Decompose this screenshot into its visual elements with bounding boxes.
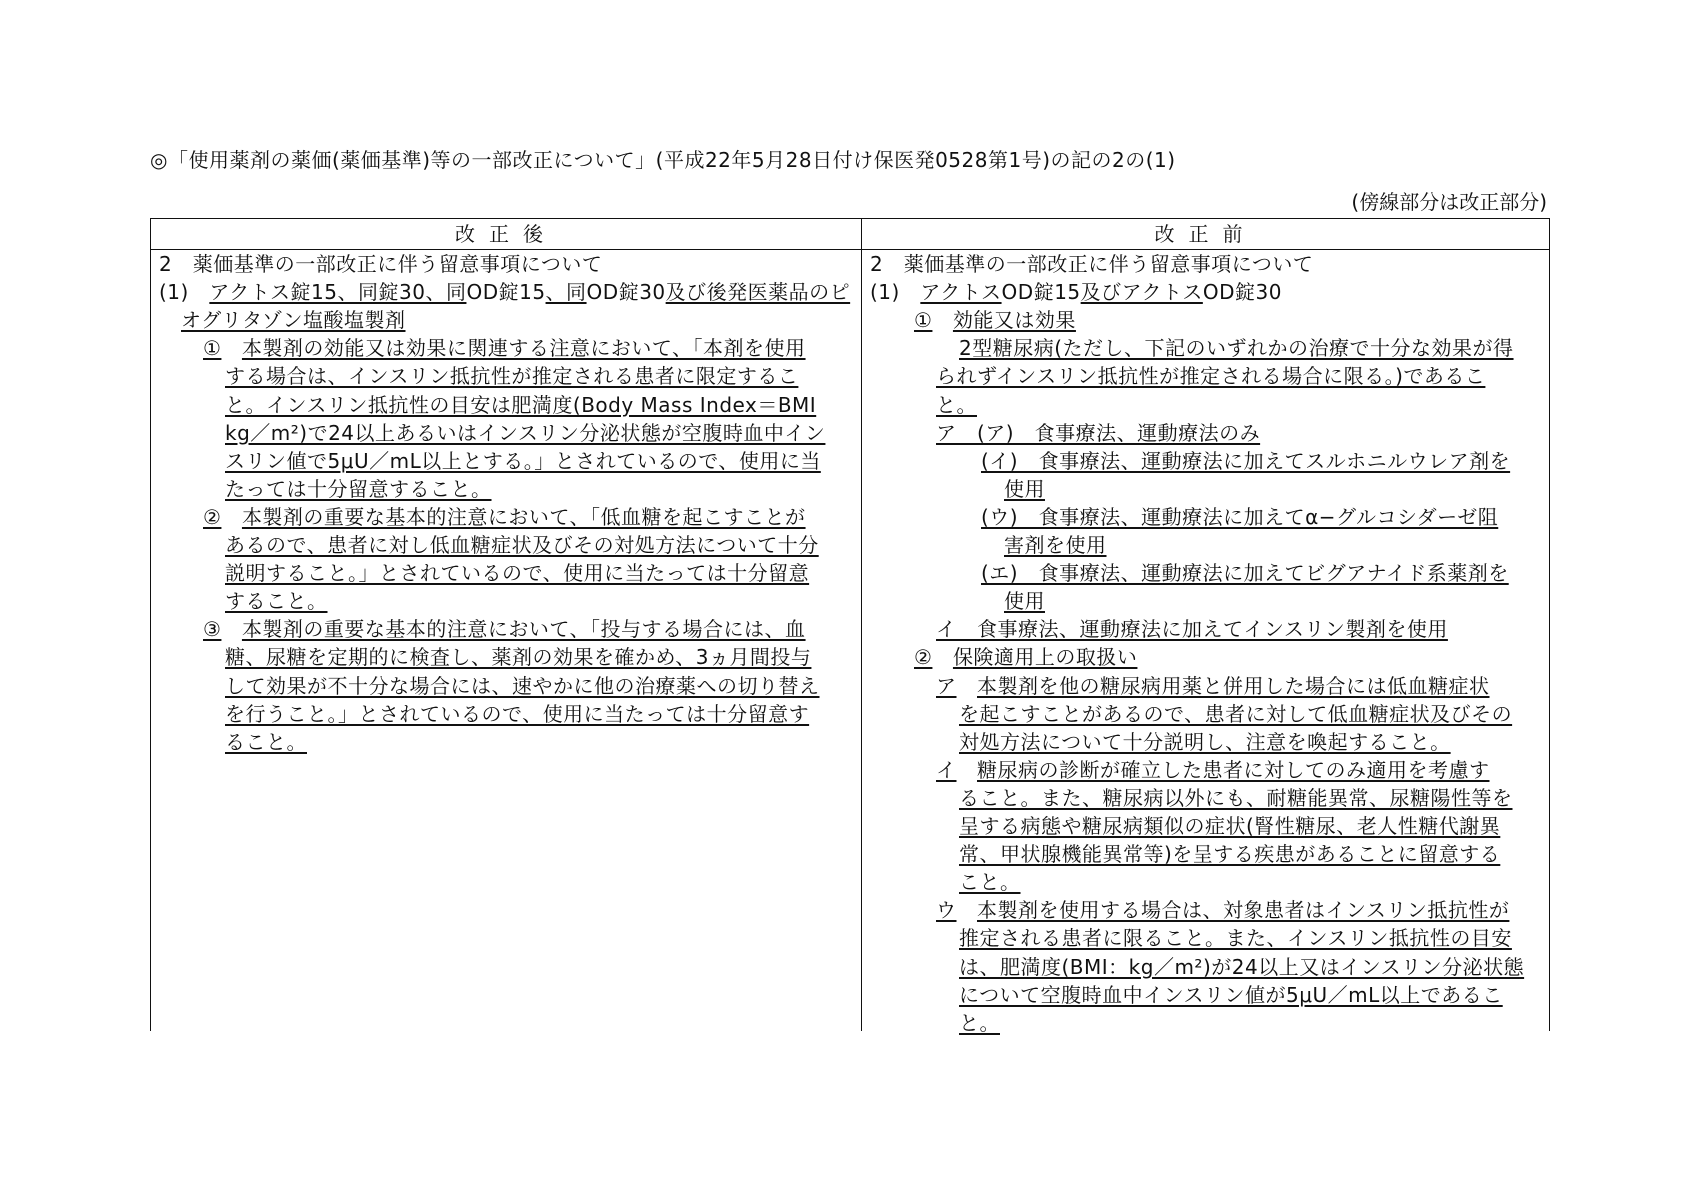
text-line <box>1004 476 1045 502</box>
text-line <box>981 560 1509 586</box>
underlined-text: する場合は、インスリン抵抗性が推定される患者に限定するこ <box>225 364 799 389</box>
text-segment: OD錠15 <box>466 280 546 305</box>
text-line <box>936 897 1509 923</box>
text-segment <box>957 898 978 922</box>
underlined-text: ③ <box>203 617 222 642</box>
text-line <box>959 785 1513 811</box>
text-line <box>959 1010 1000 1036</box>
underlined-text: 推定される患者に限ること。また、インスリン抵抗性の目安 <box>959 926 1512 951</box>
text-segment: OD錠30 <box>586 280 666 305</box>
text-line <box>225 701 809 727</box>
underlined-text: オグリタゾン塩酸塩製剤 <box>181 308 406 333</box>
text-line <box>959 869 1021 895</box>
text-line <box>225 420 825 446</box>
text-line <box>959 925 1512 951</box>
text-segment <box>221 617 242 641</box>
underlined-text: 本製剤の重要な基本的注意において、「投与する場合には、血 <box>241 617 806 642</box>
text-segment: 2 薬価基準の一部改正に伴う留意事項について <box>159 252 603 276</box>
text-segment <box>932 308 953 332</box>
underlined-text: (エ) 食事療法、運動療法に加えてビグアナイド系薬剤を <box>981 561 1509 586</box>
column-divider <box>861 219 862 1031</box>
text-line <box>1004 588 1045 614</box>
underlined-text: して効果が不十分な場合には、速やかに他の治療薬への切り替え <box>225 673 820 698</box>
text-line <box>959 335 1514 361</box>
underlined-text: アクトス錠15、同錠30、同 <box>209 280 467 305</box>
text-line <box>936 757 1490 783</box>
text-line <box>870 251 1313 277</box>
underlined-text: ること。また、糖尿病以外にも、耐糖能異常、尿糖陽性等を <box>959 785 1513 810</box>
underlined-text: ア <box>936 673 957 698</box>
text-line <box>870 279 1282 305</box>
text-line <box>225 363 798 389</box>
underlined-text: 常、甲状腺機能異常等)を呈する疾患があることに留意する <box>959 842 1501 867</box>
text-line <box>225 476 492 502</box>
underlined-text: すること。 <box>225 589 328 614</box>
underlined-text: を起こすことがあるので、患者に対して低血糖症状及びその <box>959 701 1513 726</box>
text-line <box>914 644 1137 670</box>
underlined-text: こと。 <box>959 870 1021 895</box>
text-line <box>936 420 1260 446</box>
underlined-text: スリン値で5μU／mL以上とする。」とされているので、使用に当 <box>225 448 821 473</box>
text-line <box>225 673 820 699</box>
underlined-text: kg／m²)で24以上あるいはインスリン分泌状態が空腹時血中イン <box>225 420 826 445</box>
underlined-text: あるので、患者に対し低血糖症状及びその対処方法について十分 <box>225 533 819 557</box>
underlined-text: イ <box>936 757 957 782</box>
column-header-before: 改正前 <box>1154 222 1257 246</box>
underlined-text: られずインスリン抵抗性が推定される場合に限る。)であるこ <box>936 364 1486 389</box>
comparison-table <box>150 218 1550 1035</box>
text-line <box>959 841 1500 867</box>
text-segment: (1) <box>870 280 921 305</box>
underlined-text: たっては十分留意すること。 <box>225 476 492 501</box>
text-line <box>225 729 307 755</box>
underlined-text: (ウ) 食事療法、運動療法に加えてα−グルコシダーゼ阻 <box>981 504 1499 529</box>
underlined-text: について空腹時血中インスリン値が5μU／mL以上であるこ <box>959 982 1503 1007</box>
underlined-text: は、肥満度(BMI：kg／m²)が24以上又はインスリン分泌状態 <box>959 954 1525 979</box>
underlined-text: イ 食事療法、運動療法に加えてインスリン製剤を使用 <box>936 617 1448 642</box>
underlined-text: 及び後発医薬品のピ <box>665 280 851 305</box>
document-heading: ◎「使用薬剤の薬価(薬価基準)等の一部改正について」(平成22年5月28日付け保医発0528第1号)の記の2の(1) <box>150 148 1176 172</box>
underlined-text: と。インスリン抵抗性の目安は肥満度(Body Mass Index＝BMI <box>225 392 817 417</box>
underlined-text: 害剤を使用 <box>1004 533 1107 557</box>
text-segment: 2 薬価基準の一部改正に伴う留意事項について <box>870 252 1314 276</box>
underlined-text: 対処方法について十分説明し、注意を喚起すること。 <box>959 729 1451 754</box>
text-line <box>936 363 1485 389</box>
text-line <box>959 701 1512 727</box>
underlined-text: 糖、尿糖を定期的に検査し、薬剤の効果を確かめ、3ヵ月間投与 <box>225 645 812 670</box>
underlined-text: 保険適用上の取扱い <box>952 645 1138 670</box>
text-line <box>203 616 806 642</box>
column-header-after: 改正後 <box>455 222 557 246</box>
text-segment <box>221 505 242 529</box>
underlined-text: 、同 <box>545 280 587 305</box>
underlined-text: 効能又は効果 <box>952 308 1076 333</box>
underlined-text: を行うこと。」とされているので、使用に当たっては十分留意す <box>225 701 810 726</box>
underlined-text: と。 <box>959 1010 1000 1035</box>
text-line <box>936 392 977 418</box>
text-line <box>225 448 821 474</box>
underlined-text: 糖尿病の診断が確立した患者に対してのみ適用を考慮す <box>977 757 1490 782</box>
underlined-text: 2型糖尿病(ただし、下記のいずれかの治療で十分な効果が得 <box>959 336 1514 361</box>
underlined-text: ア (ア) 食事療法、運動療法のみ <box>936 420 1261 445</box>
text-segment: (1) <box>159 280 210 305</box>
text-line <box>159 279 850 305</box>
text-line <box>203 335 806 361</box>
text-line <box>203 504 806 530</box>
text-segment: OD錠30 <box>1202 280 1282 305</box>
text-line <box>225 392 816 418</box>
underlined-text: 本製剤の効能又は効果に関連する注意において、「本剤を使用 <box>241 336 806 361</box>
underlined-text: 使用 <box>1004 476 1045 501</box>
underlined-text: 及びアクトス <box>1080 280 1203 305</box>
text-line <box>159 251 602 277</box>
underlined-text: アクトス <box>920 280 1002 305</box>
underlined-text: 本製剤を他の糖尿病用薬と併用した場合には低血糖症状 <box>977 673 1490 698</box>
text-line <box>936 673 1490 699</box>
text-line <box>1004 532 1107 558</box>
underline-note: (傍線部分は改正部分) <box>1351 190 1547 214</box>
text-line <box>181 307 406 333</box>
underlined-text: ① <box>914 308 933 333</box>
underlined-text: 使用 <box>1004 589 1045 614</box>
text-segment <box>957 758 978 782</box>
text-line <box>225 588 328 614</box>
header-divider <box>151 249 1549 250</box>
text-line <box>959 982 1503 1008</box>
text-line <box>225 532 819 558</box>
underlined-text: (イ) 食事療法、運動療法に加えてスルホニルウレア剤を <box>981 448 1511 473</box>
text-line <box>914 307 1076 333</box>
underlined-text: と。 <box>936 392 977 417</box>
text-line <box>936 616 1448 642</box>
text-segment <box>932 645 953 669</box>
text-line <box>981 504 1498 530</box>
underlined-text: 説明すること。」とされているので、使用に当たっては十分留意 <box>225 561 810 586</box>
underlined-text: ② <box>914 645 933 670</box>
text-segment: OD錠15 <box>1001 280 1081 305</box>
underlined-text: ② <box>203 504 222 529</box>
underlined-text: 本製剤を使用する場合は、対象患者はインスリン抵抗性が <box>977 898 1510 923</box>
underlined-text: 本製剤の重要な基本的注意において、「低血糖を起こすことが <box>241 504 806 529</box>
text-line <box>959 729 1451 755</box>
text-line <box>959 813 1500 839</box>
text-segment <box>957 674 978 698</box>
underlined-text: 呈する病態や糖尿病類似の症状(腎性糖尿、老人性糖代謝異 <box>959 814 1501 838</box>
text-line <box>981 448 1510 474</box>
underlined-text: ① <box>203 336 222 361</box>
underlined-text: ウ <box>936 898 957 923</box>
text-segment <box>221 336 242 360</box>
text-line <box>225 560 809 586</box>
text-line <box>225 644 811 670</box>
underlined-text: ること。 <box>225 729 307 754</box>
text-line <box>959 954 1524 980</box>
